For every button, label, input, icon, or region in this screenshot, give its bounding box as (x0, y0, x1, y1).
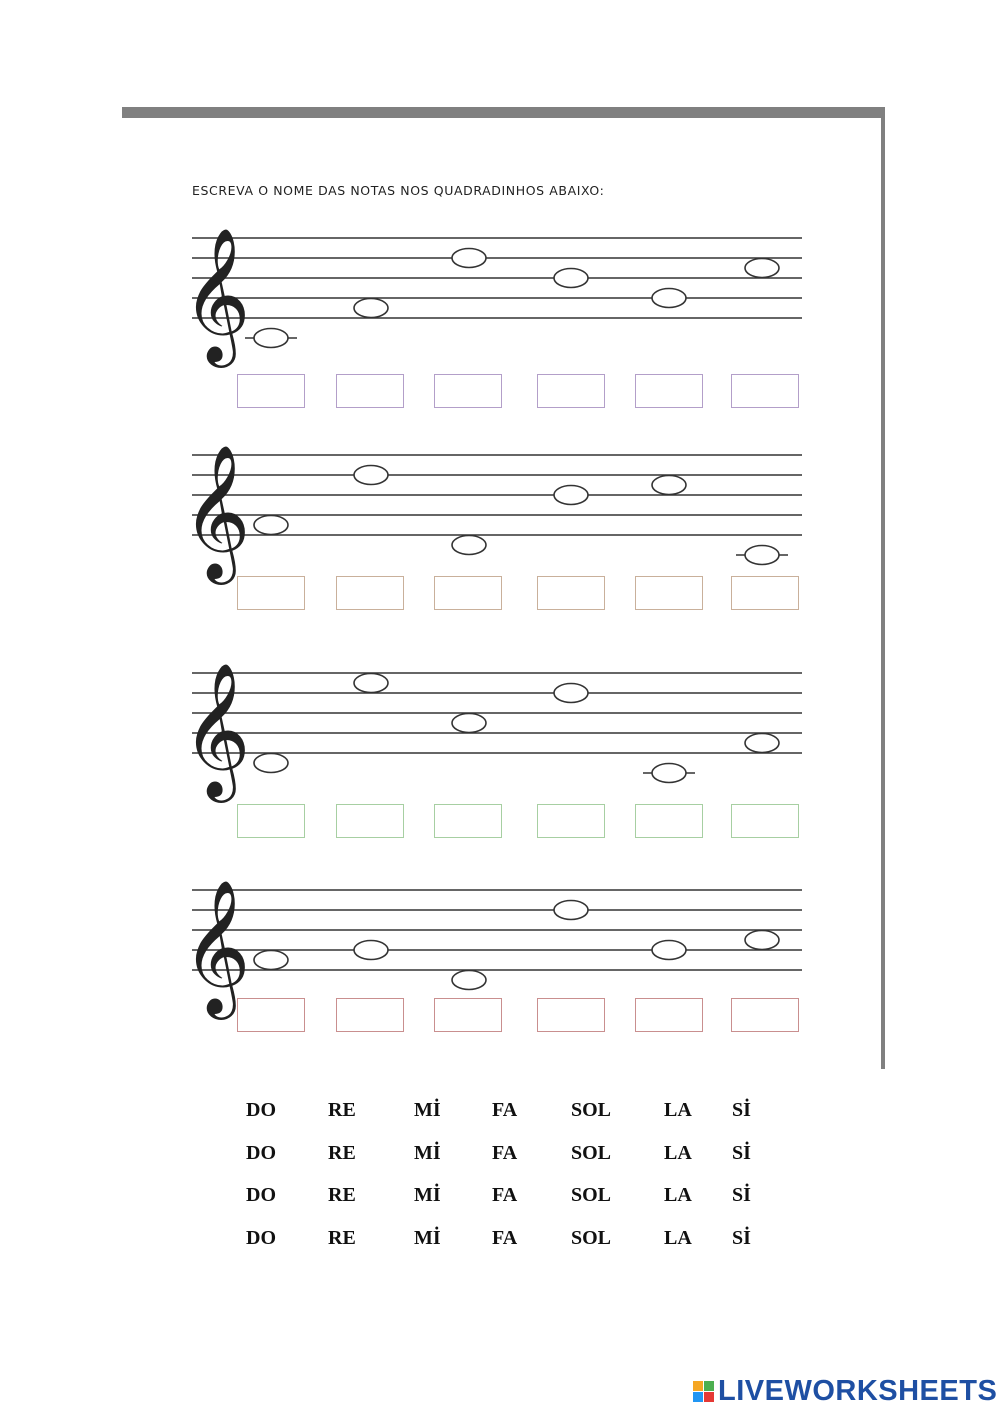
treble-clef-icon: 𝄞 (182, 662, 251, 797)
whole-note (354, 674, 388, 693)
whole-note (452, 536, 486, 555)
note-name-word[interactable]: RE (328, 1227, 356, 1249)
answer-box[interactable] (635, 804, 703, 838)
logo-square-3 (693, 1392, 703, 1402)
answer-box[interactable] (336, 576, 404, 610)
whole-note (254, 951, 288, 970)
answer-box[interactable] (434, 374, 502, 408)
answer-box[interactable] (537, 374, 605, 408)
note-name-word[interactable]: FA (492, 1099, 518, 1121)
whole-note (452, 249, 486, 268)
note-name-word[interactable]: FA (492, 1227, 518, 1249)
treble-clef-icon: 𝄞 (182, 444, 251, 579)
note-name-word[interactable]: Mİ (414, 1099, 441, 1121)
whole-note (652, 764, 686, 783)
note-name-word[interactable]: LA (664, 1142, 692, 1164)
note-name-word[interactable]: RE (328, 1099, 356, 1121)
whole-note (254, 754, 288, 773)
answer-box[interactable] (336, 998, 404, 1032)
note-name-word[interactable]: SOL (571, 1099, 612, 1121)
whole-note (745, 734, 779, 753)
answer-box[interactable] (635, 374, 703, 408)
note-name-word[interactable]: RE (328, 1184, 356, 1206)
answer-box[interactable] (434, 576, 502, 610)
note-name-word[interactable]: Mİ (414, 1142, 441, 1164)
answer-box[interactable] (237, 576, 305, 610)
note-name-word[interactable]: SOL (571, 1184, 612, 1206)
note-name-word[interactable]: Mİ (414, 1184, 441, 1206)
answer-box[interactable] (336, 804, 404, 838)
whole-note (652, 289, 686, 308)
brand-name: LIVEWORKSHEETS (718, 1374, 998, 1407)
whole-note (745, 259, 779, 278)
whole-note (652, 476, 686, 495)
whole-note (254, 516, 288, 535)
answer-box[interactable] (237, 374, 305, 408)
staff-2 (182, 444, 802, 585)
note-name-word[interactable]: LA (664, 1184, 692, 1206)
whole-note (554, 901, 588, 920)
answer-box[interactable] (731, 374, 799, 408)
logo-square-1 (693, 1381, 703, 1391)
answer-box[interactable] (537, 804, 605, 838)
note-name-word[interactable]: SOL (571, 1142, 612, 1164)
answer-box[interactable] (336, 374, 404, 408)
note-name-word[interactable]: DO (246, 1227, 276, 1249)
instruction-text: ESCREVA O NOME DAS NOTAS NOS QUADRADINHOS ABAIXO: (192, 183, 605, 198)
answer-box[interactable] (237, 804, 305, 838)
note-name-word[interactable]: LA (664, 1227, 692, 1249)
whole-note (745, 546, 779, 565)
note-name-word[interactable]: Sİ (732, 1184, 751, 1206)
answer-box[interactable] (731, 998, 799, 1032)
logo-square-2 (704, 1381, 714, 1391)
note-name-word[interactable]: FA (492, 1142, 518, 1164)
liveworksheets-logo-icon (693, 1381, 714, 1402)
note-name-word[interactable]: LA (664, 1099, 692, 1121)
treble-clef-icon: 𝄞 (182, 227, 251, 362)
whole-note (452, 714, 486, 733)
note-name-word[interactable]: RE (328, 1142, 356, 1164)
whole-note (554, 269, 588, 288)
answer-box[interactable] (731, 576, 799, 610)
whole-note (254, 329, 288, 348)
answer-box[interactable] (635, 998, 703, 1032)
liveworksheets-brand (693, 1374, 997, 1408)
whole-note (652, 941, 686, 960)
staff-1 (182, 227, 802, 368)
whole-note (354, 299, 388, 318)
answer-box[interactable] (434, 804, 502, 838)
note-name-word[interactable]: DO (246, 1099, 276, 1121)
note-name-word[interactable]: DO (246, 1142, 276, 1164)
note-name-word[interactable]: Mİ (414, 1227, 441, 1249)
logo-square-4 (704, 1392, 714, 1402)
note-name-word[interactable]: Sİ (732, 1142, 751, 1164)
answer-box[interactable] (434, 998, 502, 1032)
whole-note (745, 931, 779, 950)
answer-box[interactable] (635, 576, 703, 610)
whole-note (452, 971, 486, 990)
treble-clef-icon: 𝄞 (182, 879, 251, 1014)
note-name-word[interactable]: DO (246, 1184, 276, 1206)
answer-box[interactable] (731, 804, 799, 838)
answer-box[interactable] (237, 998, 305, 1032)
answer-box[interactable] (537, 576, 605, 610)
whole-note (554, 486, 588, 505)
note-name-word[interactable]: Sİ (732, 1227, 751, 1249)
staff-3 (182, 662, 802, 803)
note-name-word[interactable]: SOL (571, 1227, 612, 1249)
note-name-word[interactable]: FA (492, 1184, 518, 1206)
whole-note (354, 466, 388, 485)
note-name-word[interactable]: Sİ (732, 1099, 751, 1121)
answer-box[interactable] (537, 998, 605, 1032)
whole-note (554, 684, 588, 703)
whole-note (354, 941, 388, 960)
